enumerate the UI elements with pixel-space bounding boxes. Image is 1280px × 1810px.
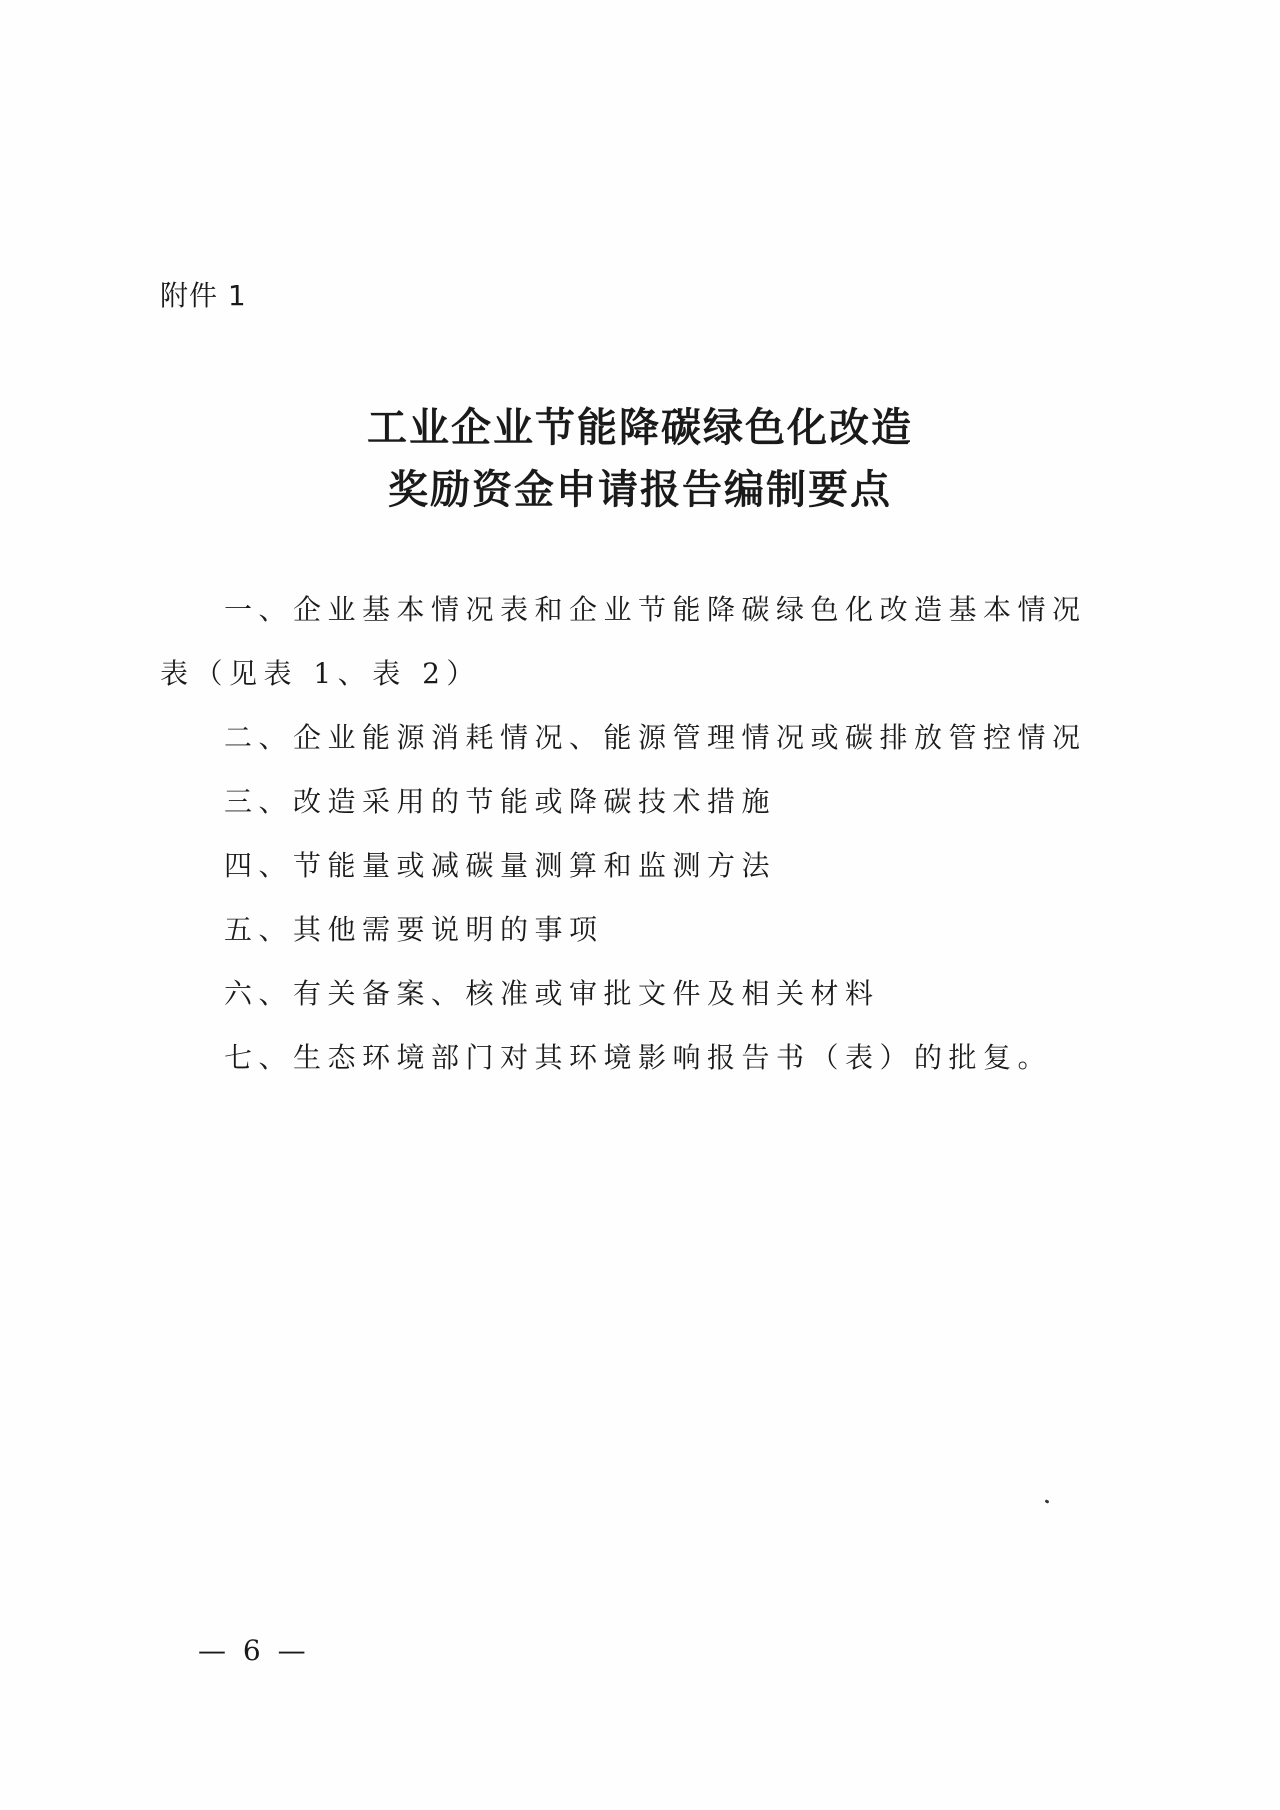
- list-item: [160, 849, 1060, 882]
- list-item-text: 四、节能量或减碳量测算和监测方法: [224, 849, 777, 882]
- list-item: [160, 593, 1087, 626]
- list-item-text: 五、其他需要说明的事项: [224, 913, 604, 946]
- list-item-continuation: [160, 657, 1060, 690]
- list-item-text: 二、企业能源消耗情况、能源管理情况或碳排放管控情况: [224, 721, 1087, 754]
- list-item: [160, 1041, 1060, 1074]
- list-item-text: 表（见表 1、表 2）: [160, 657, 481, 690]
- list-item: [160, 785, 1060, 818]
- attachment-label: 附件 1: [160, 279, 247, 312]
- scan-speck: [1045, 1499, 1050, 1504]
- page-number: — 6 —: [198, 1634, 310, 1667]
- list-item: [160, 913, 1060, 946]
- document-title-line-1: 工业企业节能降碳绿色化改造: [367, 404, 913, 451]
- list-item-text: 一、企业基本情况表和企业节能降碳绿色化改造基本情况: [224, 593, 1087, 626]
- document-title-line-2: 奖励资金申请报告编制要点: [388, 466, 892, 513]
- list-item: [160, 977, 1060, 1010]
- list-item-text: 七、生态环境部门对其环境影响报告书（表）的批复。: [224, 1041, 1053, 1074]
- list-item-text: 三、改造采用的节能或降碳技术措施: [224, 785, 777, 818]
- list-item-text: 六、有关备案、核准或审批文件及相关材料: [224, 977, 880, 1010]
- list-item: [160, 721, 1087, 754]
